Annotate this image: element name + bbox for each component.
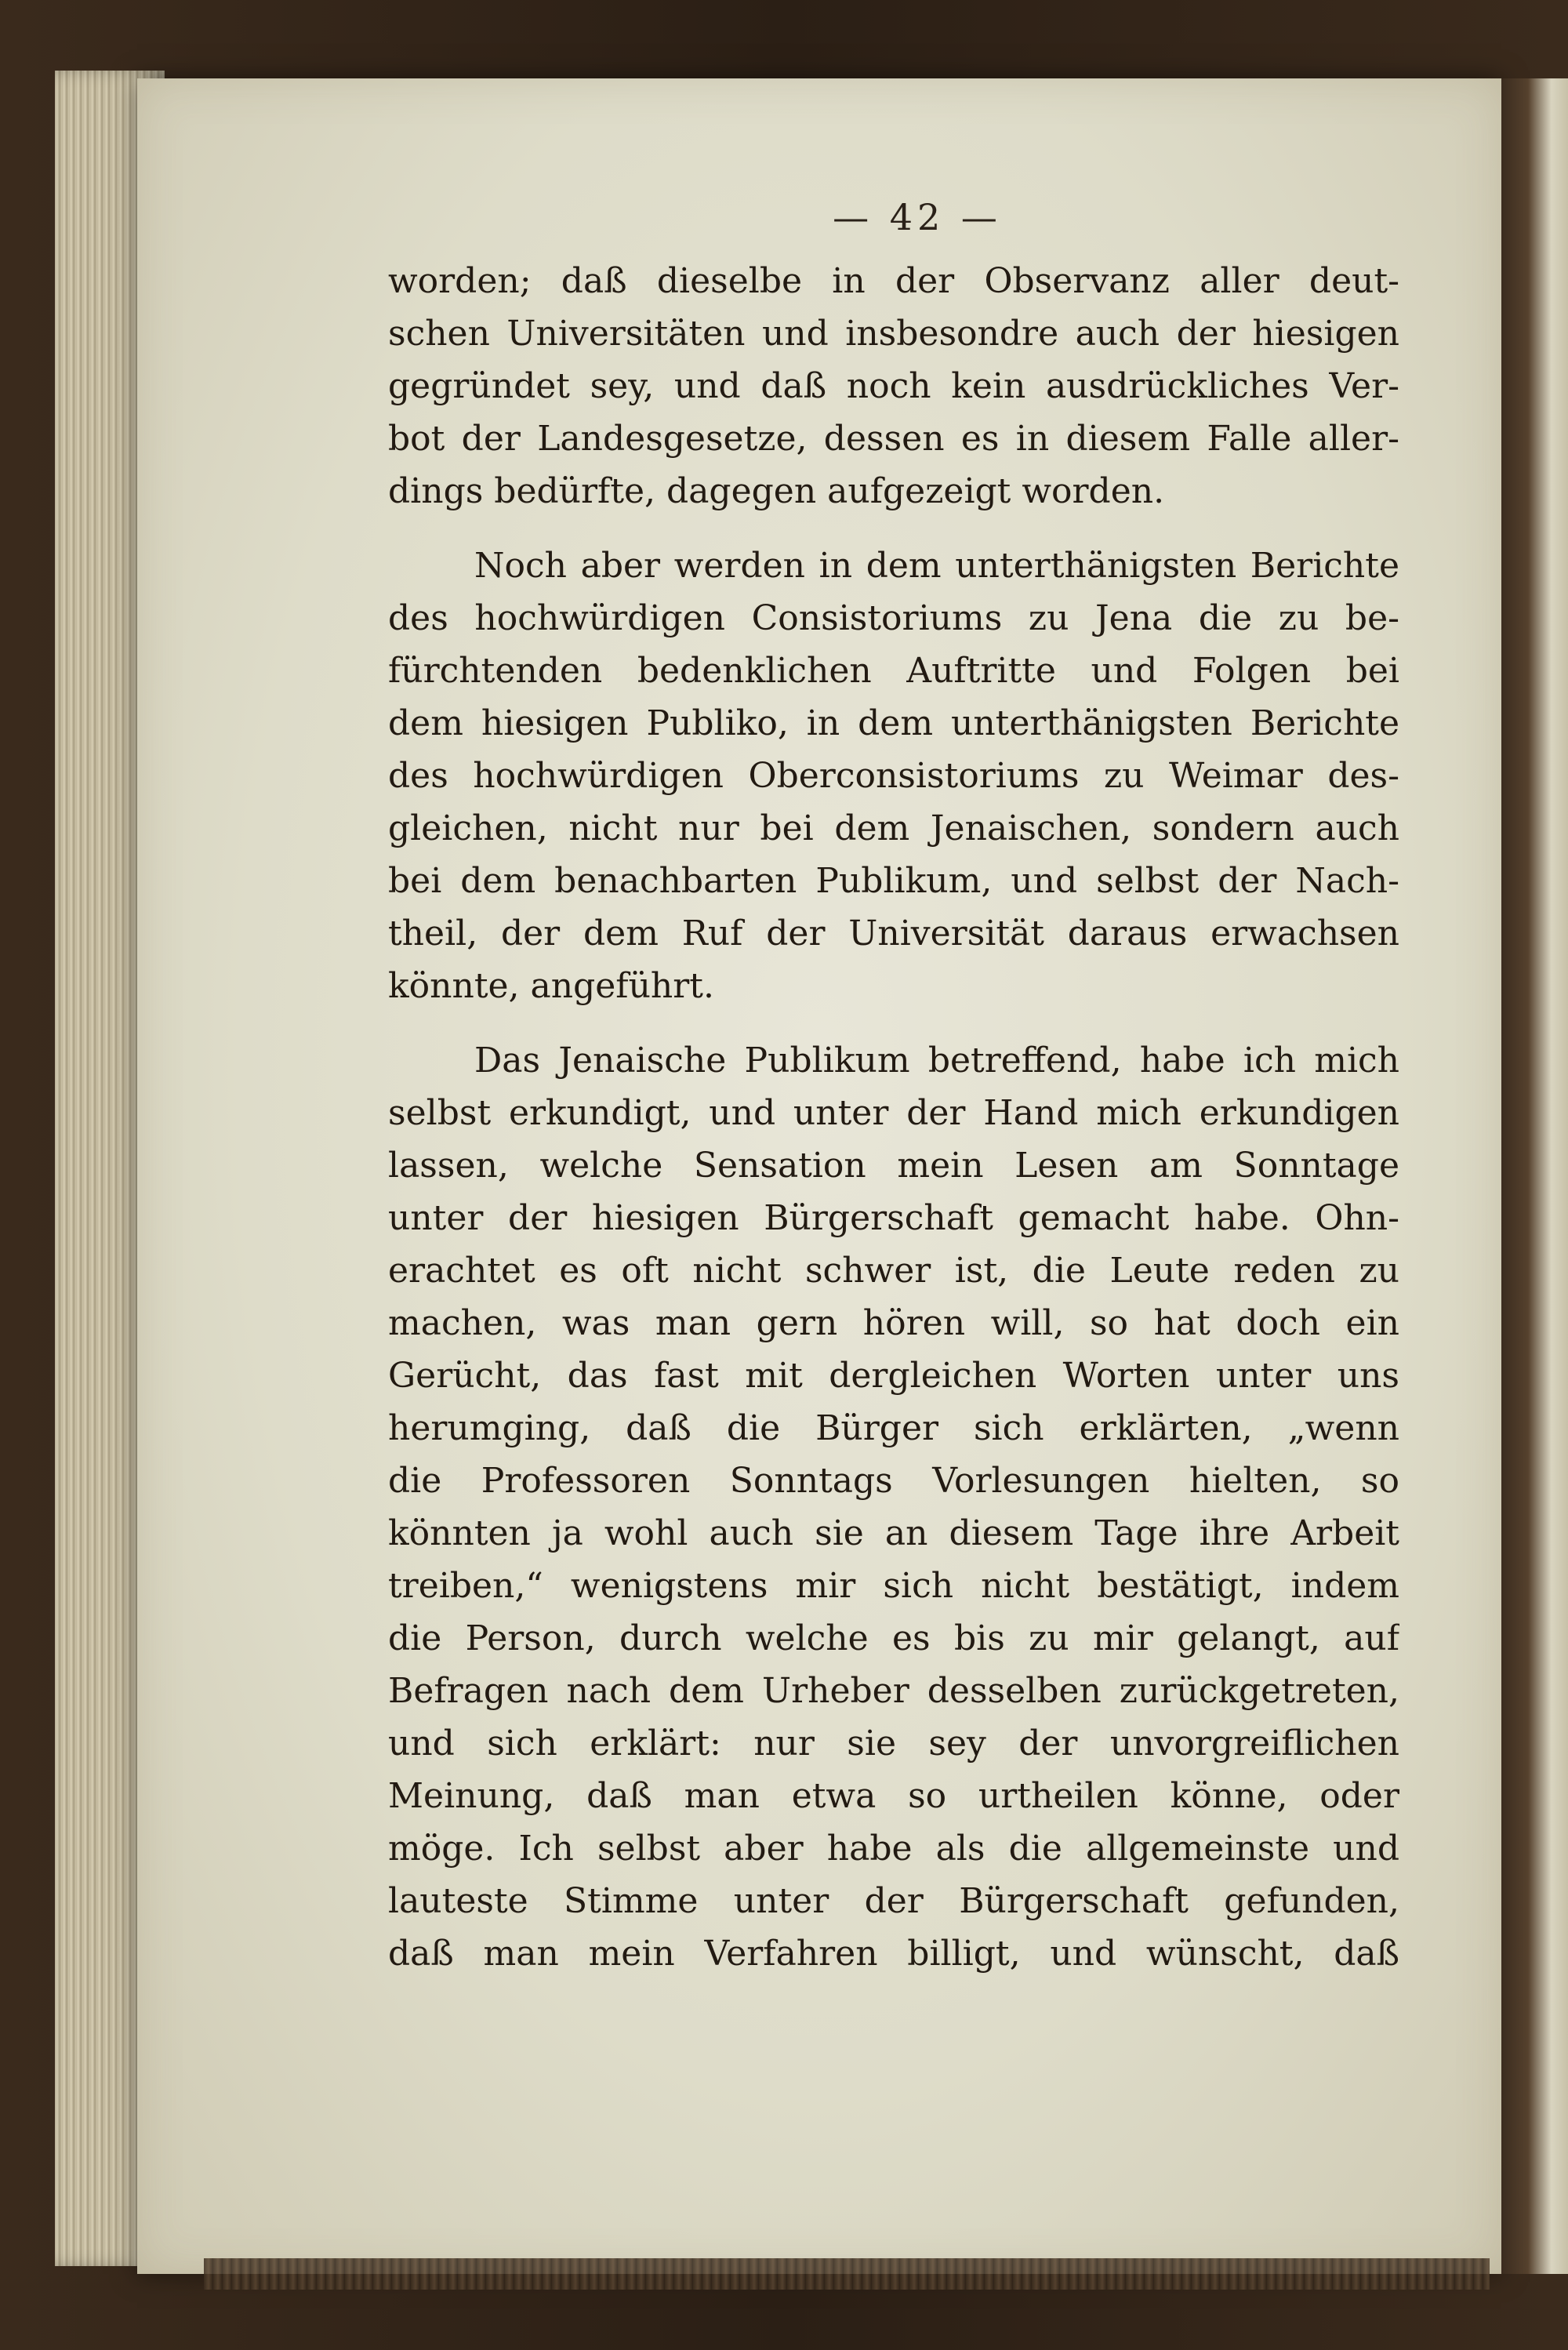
book-gutter bbox=[1501, 78, 1568, 2274]
text-line: lauteste Stimme unter der Bürgerschaft gefunden, bbox=[388, 1881, 1399, 1921]
text-line: bot der Landesgesetze, dessen es in diesem Falle aller- bbox=[388, 419, 1399, 459]
text-line: Noch aber werden in dem unterthänigsten Berichte bbox=[474, 546, 1399, 586]
text-line: könnte, angeführt. bbox=[388, 966, 714, 1006]
text-line: Befragen nach dem Urheber desselben zurückgetreten, bbox=[388, 1671, 1399, 1711]
body-text bbox=[388, 255, 1399, 2105]
text-line: unter der hiesigen Bürgerschaft gemacht habe. Ohn- bbox=[388, 1198, 1399, 1238]
text-line: des hochwürdigen Consistoriums zu Jena die zu be- bbox=[388, 598, 1399, 638]
paragraph-1 bbox=[388, 255, 1399, 518]
text-line: bei dem benachbarten Publikum, und selbst der Nach- bbox=[388, 861, 1399, 901]
text-line: fürchtenden bedenklichen Auftritte und Folgen bei bbox=[388, 651, 1399, 691]
text-line: und sich erklärt: nur sie sey der unvorgreiflichen bbox=[388, 1723, 1399, 1763]
text-line: die Professoren Sonntags Vorlesungen hielten, so bbox=[388, 1461, 1399, 1501]
text-line: daß man mein Verfahren billigt, und wünscht, daß bbox=[388, 1934, 1399, 1974]
text-line: herumging, daß die Bürger sich erklärten, „wenn bbox=[388, 1408, 1399, 1448]
text-line: selbst erkundigt, und unter der Hand mich erkundigen bbox=[388, 1093, 1399, 1133]
text-line: möge. Ich selbst aber habe als die allgemeinste und bbox=[388, 1829, 1399, 1869]
text-line: treiben,“ wenigstens mir sich nicht bestätigt, indem bbox=[388, 1566, 1399, 1606]
page-bottom-edge bbox=[204, 2258, 1490, 2290]
text-line: Gerücht, das fast mit dergleichen Worten unter uns bbox=[388, 1356, 1399, 1396]
text-line: des hochwürdigen Oberconsistoriums zu Weimar des- bbox=[388, 756, 1399, 796]
text-line: die Person, durch welche es bis zu mir gelangt, auf bbox=[388, 1618, 1399, 1658]
text-line: erachtet es oft nicht schwer ist, die Leute reden zu bbox=[388, 1251, 1399, 1291]
page-number: — 42 — bbox=[833, 196, 1002, 238]
text-line: lassen, welche Sensation mein Lesen am Sonntage bbox=[388, 1146, 1399, 1186]
paragraph-3 bbox=[388, 1034, 1399, 1980]
text-line: gegründet sey, und daß noch kein ausdrückliches Ver- bbox=[388, 366, 1399, 406]
text-line: worden; daß dieselbe in der Observanz aller deut- bbox=[388, 261, 1399, 301]
text-line: dem hiesigen Publiko, in dem unterthänigsten Berichte bbox=[388, 703, 1399, 743]
text-line: Meinung, daß man etwa so urtheilen könne, oder bbox=[388, 1776, 1399, 1816]
text-line: gleichen, nicht nur bei dem Jenaischen, sondern auch bbox=[388, 808, 1399, 848]
paragraph-2 bbox=[388, 539, 1399, 1012]
text-line: schen Universitäten und insbesondre auch der hiesigen bbox=[388, 314, 1399, 354]
text-line: Das Jenaische Publikum betreffend, habe ich mich bbox=[474, 1041, 1399, 1081]
text-line: theil, der dem Ruf der Universität daraus erwachsen bbox=[388, 913, 1399, 953]
text-line: machen, was man gern hören will, so hat doch ein bbox=[388, 1303, 1399, 1343]
text-line: dings bedürfte, dagegen aufgezeigt worden. bbox=[388, 471, 1165, 511]
text-line: könnten ja wohl auch sie an diesem Tage ihre Arbeit bbox=[388, 1513, 1399, 1553]
